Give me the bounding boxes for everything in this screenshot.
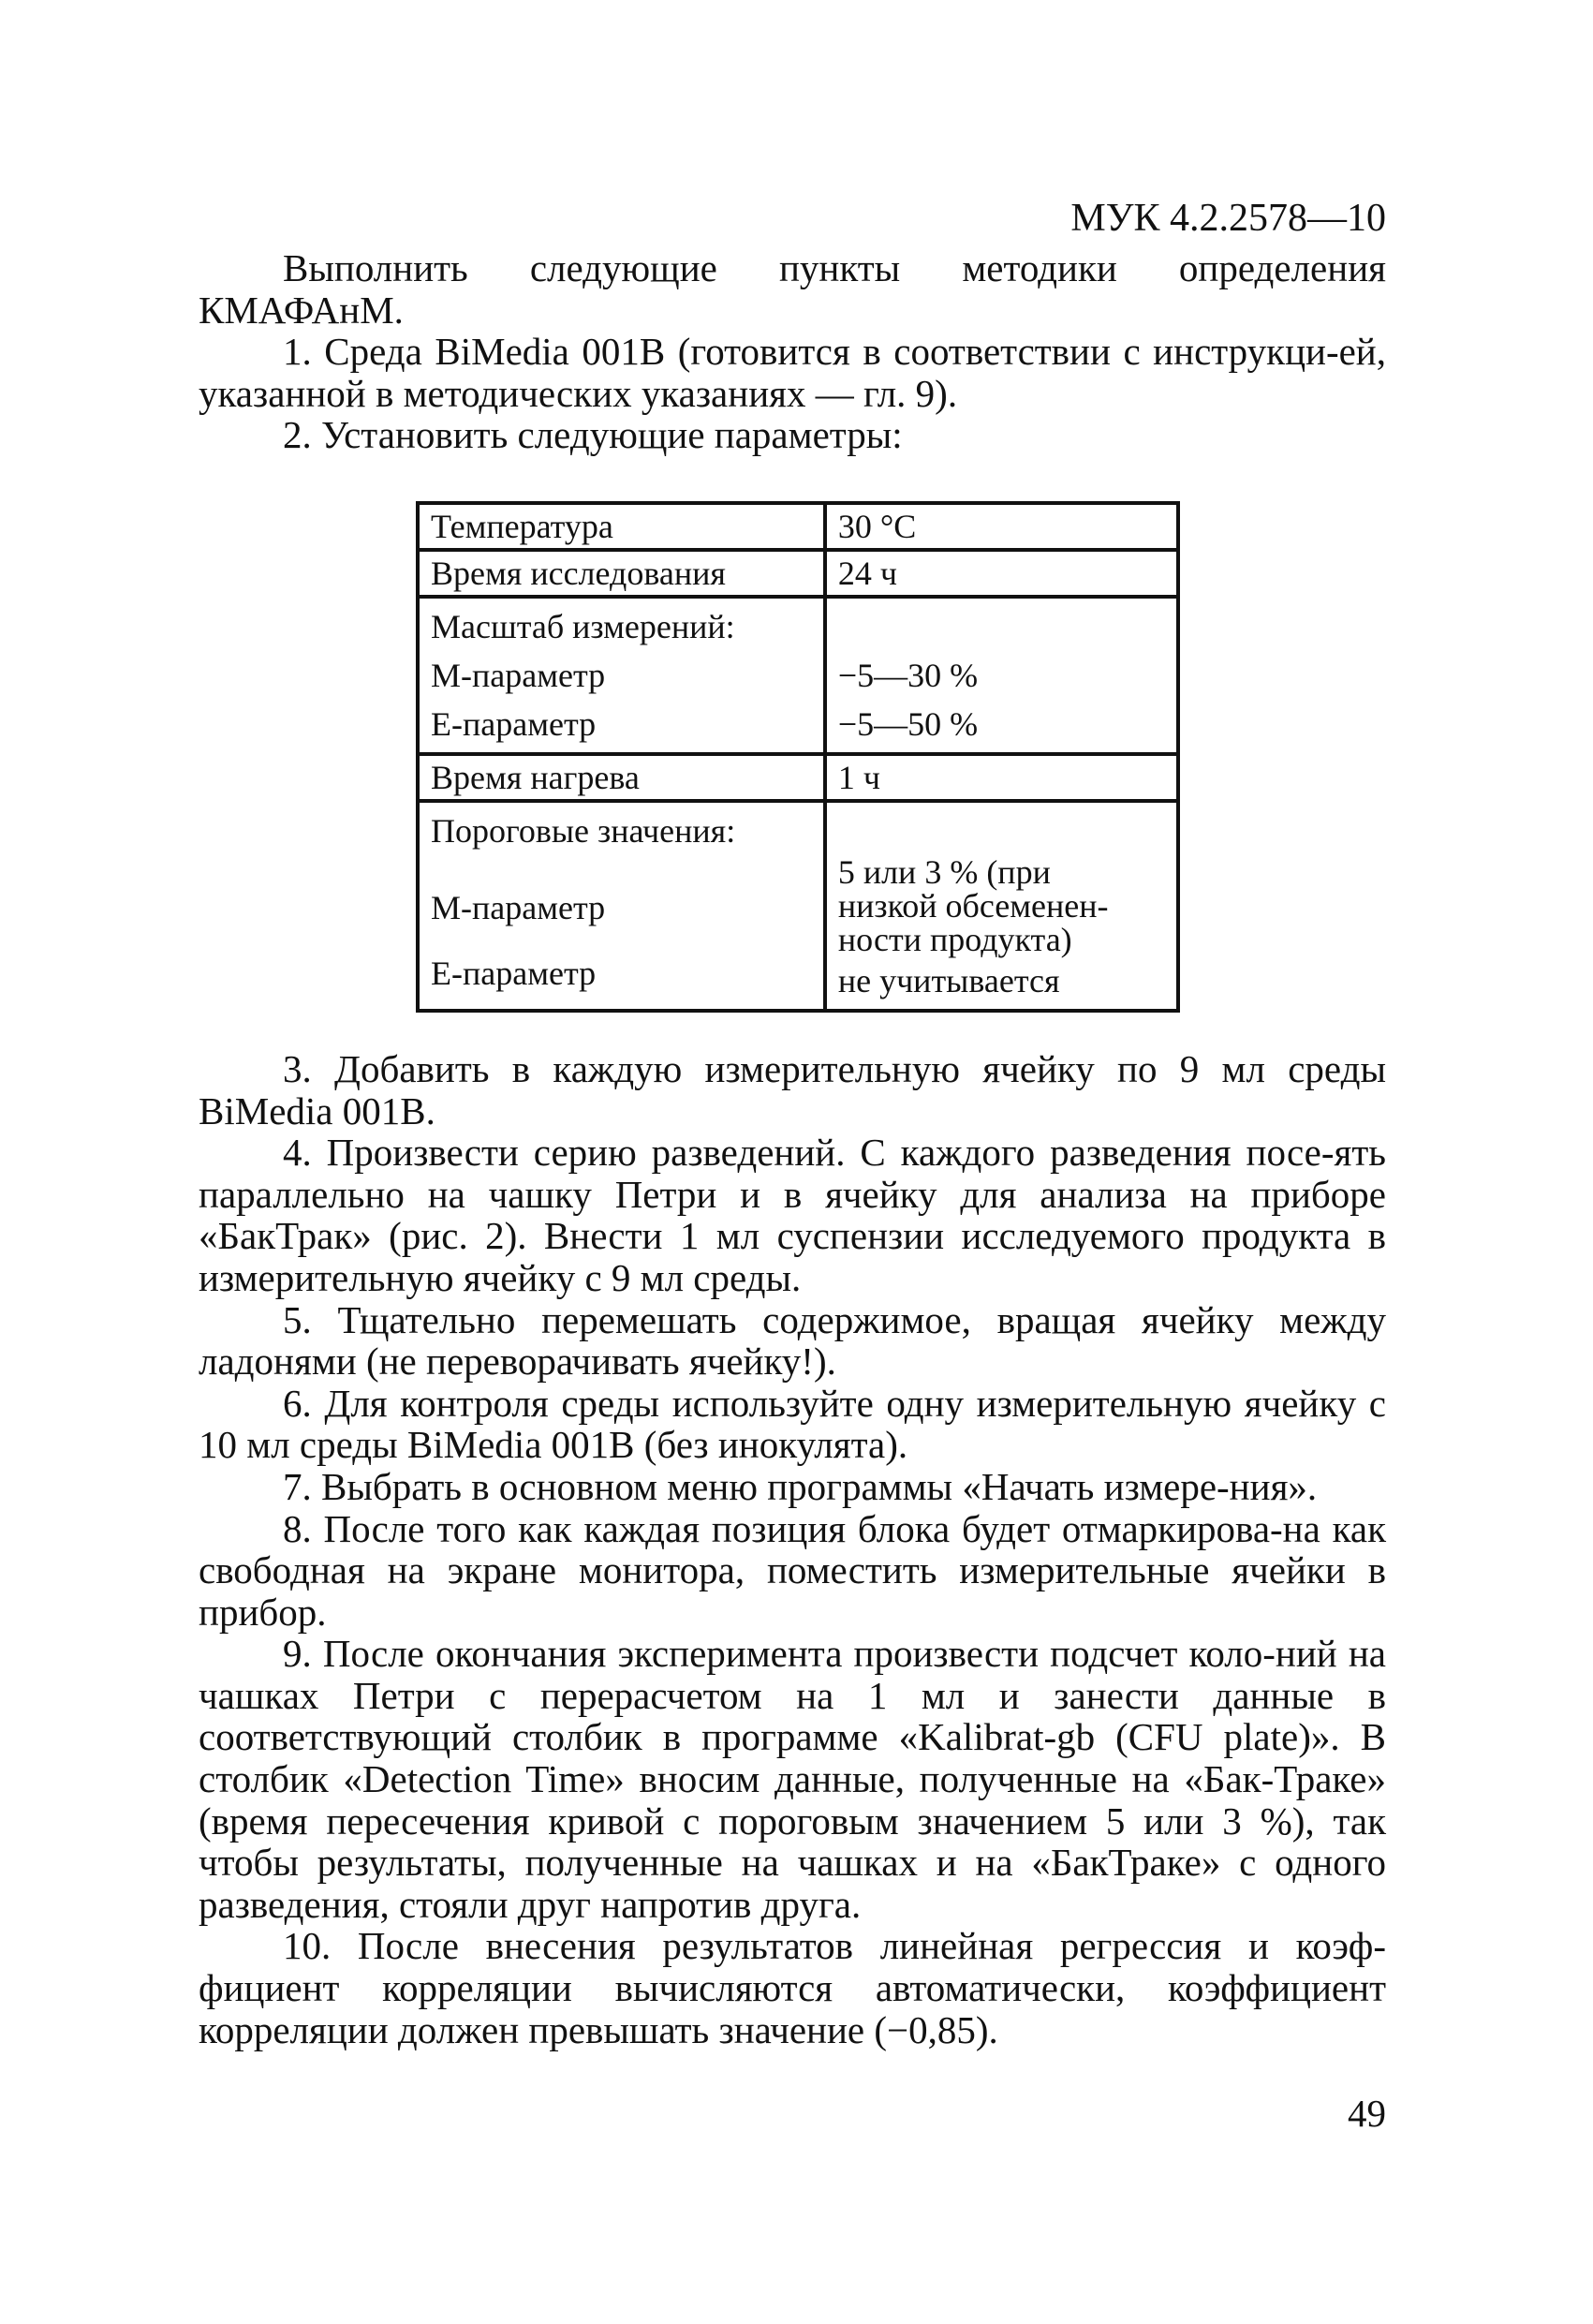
scale-m-label: М-параметр — [431, 656, 606, 694]
threshold-m-value-line1: 5 или 3 % (при — [837, 852, 1051, 891]
thresholds-label: Пороговые значения: — [431, 811, 736, 850]
threshold-e-label: Е-параметр — [431, 954, 597, 992]
parameters-table — [416, 501, 1180, 1013]
step-9: 9. После окончания эксперимента произвести подсчет коло-ний на чашках Петри с перерасчетом на 1 мл и занести данные в соответствующий столбик в программе «Kalibrat-gb (CFU plate)». В столбик «Detection Time» вносим данные, полученные на «Бак-Траке» (время пересечения кривой с пороговым значением 5 или 3 %), так чтобы результаты, полученные на чашках и на «БакТраке» с одного разведения, стояли друг напротив друга. — [199, 1632, 1386, 1926]
threshold-m-value-line2: низкой обсеменен- — [837, 886, 1109, 925]
step-5: 5. Тщательно перемешать содержимое, вращая ячейку между ладонями (не переворачивать ячейку!). — [199, 1297, 1386, 1384]
step-2: 2. Установить следующие параметры: — [283, 413, 903, 457]
temperature-label: Температура — [418, 503, 825, 550]
table-row — [418, 754, 1178, 801]
page-body — [199, 193, 1386, 2050]
temperature-value: 30 °С — [825, 503, 1178, 550]
threshold-m-value-line3: ности продукта) — [837, 920, 1072, 958]
table-row — [418, 801, 1178, 1011]
document-code: МУК 4.2.2578—10 — [1070, 197, 1386, 240]
page-number: 49 — [1348, 2092, 1386, 2135]
scale-values-cell — [825, 597, 1178, 754]
table-row — [418, 597, 1178, 754]
scale-cell — [418, 597, 825, 754]
table-row — [418, 550, 1178, 597]
step-7: 7. Выбрать в основном меню программы «Начать измере-ния». — [283, 1464, 1318, 1508]
table-row — [418, 503, 1178, 550]
step-8: 8. После того как каждая позиция блока будет отмаркирова-на как свободная на экране монитора, поместить измерительные ячейки в прибор. — [199, 1506, 1386, 1634]
step-1: 1. Среда BiMedia 001B (готовится в соответствии с инструкци-ей, указанной в методических указаниях — гл. 9). — [199, 330, 1386, 415]
step-3: 3. Добавить в каждую измерительную ячейку по 9 мл среды BiMedia 001B. — [199, 1046, 1386, 1132]
heating-label: Время нагрева — [418, 754, 825, 801]
intro-paragraph: Выполнить следующие пункты методики определения КМАФАнМ. — [199, 246, 1386, 332]
scale-label: Масштаб измерений: — [431, 607, 735, 645]
scale-m-value: −5—30 % — [837, 656, 979, 694]
step-4: 4. Произвести серию разведений. С каждого разведения посе-ять параллельно на чашку Петри и в ячейку для анализа на приборе «БакТрак» (рис. 2). Внести 1 мл суспензии исследуемого продукта в измерительную ячейку с 9 мл среды. — [199, 1131, 1386, 1299]
time-label: Время исследования — [418, 550, 825, 597]
scale-e-label: Е-параметр — [431, 704, 597, 743]
threshold-m-label: М-параметр — [431, 888, 606, 926]
thresholds-values-cell — [825, 801, 1178, 1011]
step-6: 6. Для контроля среды используйте одну измерительную ячейку с 10 мл среды BiMedia 001B (без инокулята). — [199, 1381, 1386, 1467]
time-value: 24 ч — [825, 550, 1178, 597]
heating-value: 1 ч — [825, 754, 1178, 801]
thresholds-cell — [418, 801, 825, 1011]
step-10: 10. После внесения результатов линейная регрессия и коэф-фициент корреляции вычисляются автоматически, коэффициент корреляции должен превышать значение (−0,85). — [199, 1924, 1386, 2051]
scale-e-value: −5—50 % — [837, 704, 979, 743]
threshold-e-value: не учитывается — [837, 961, 1060, 999]
